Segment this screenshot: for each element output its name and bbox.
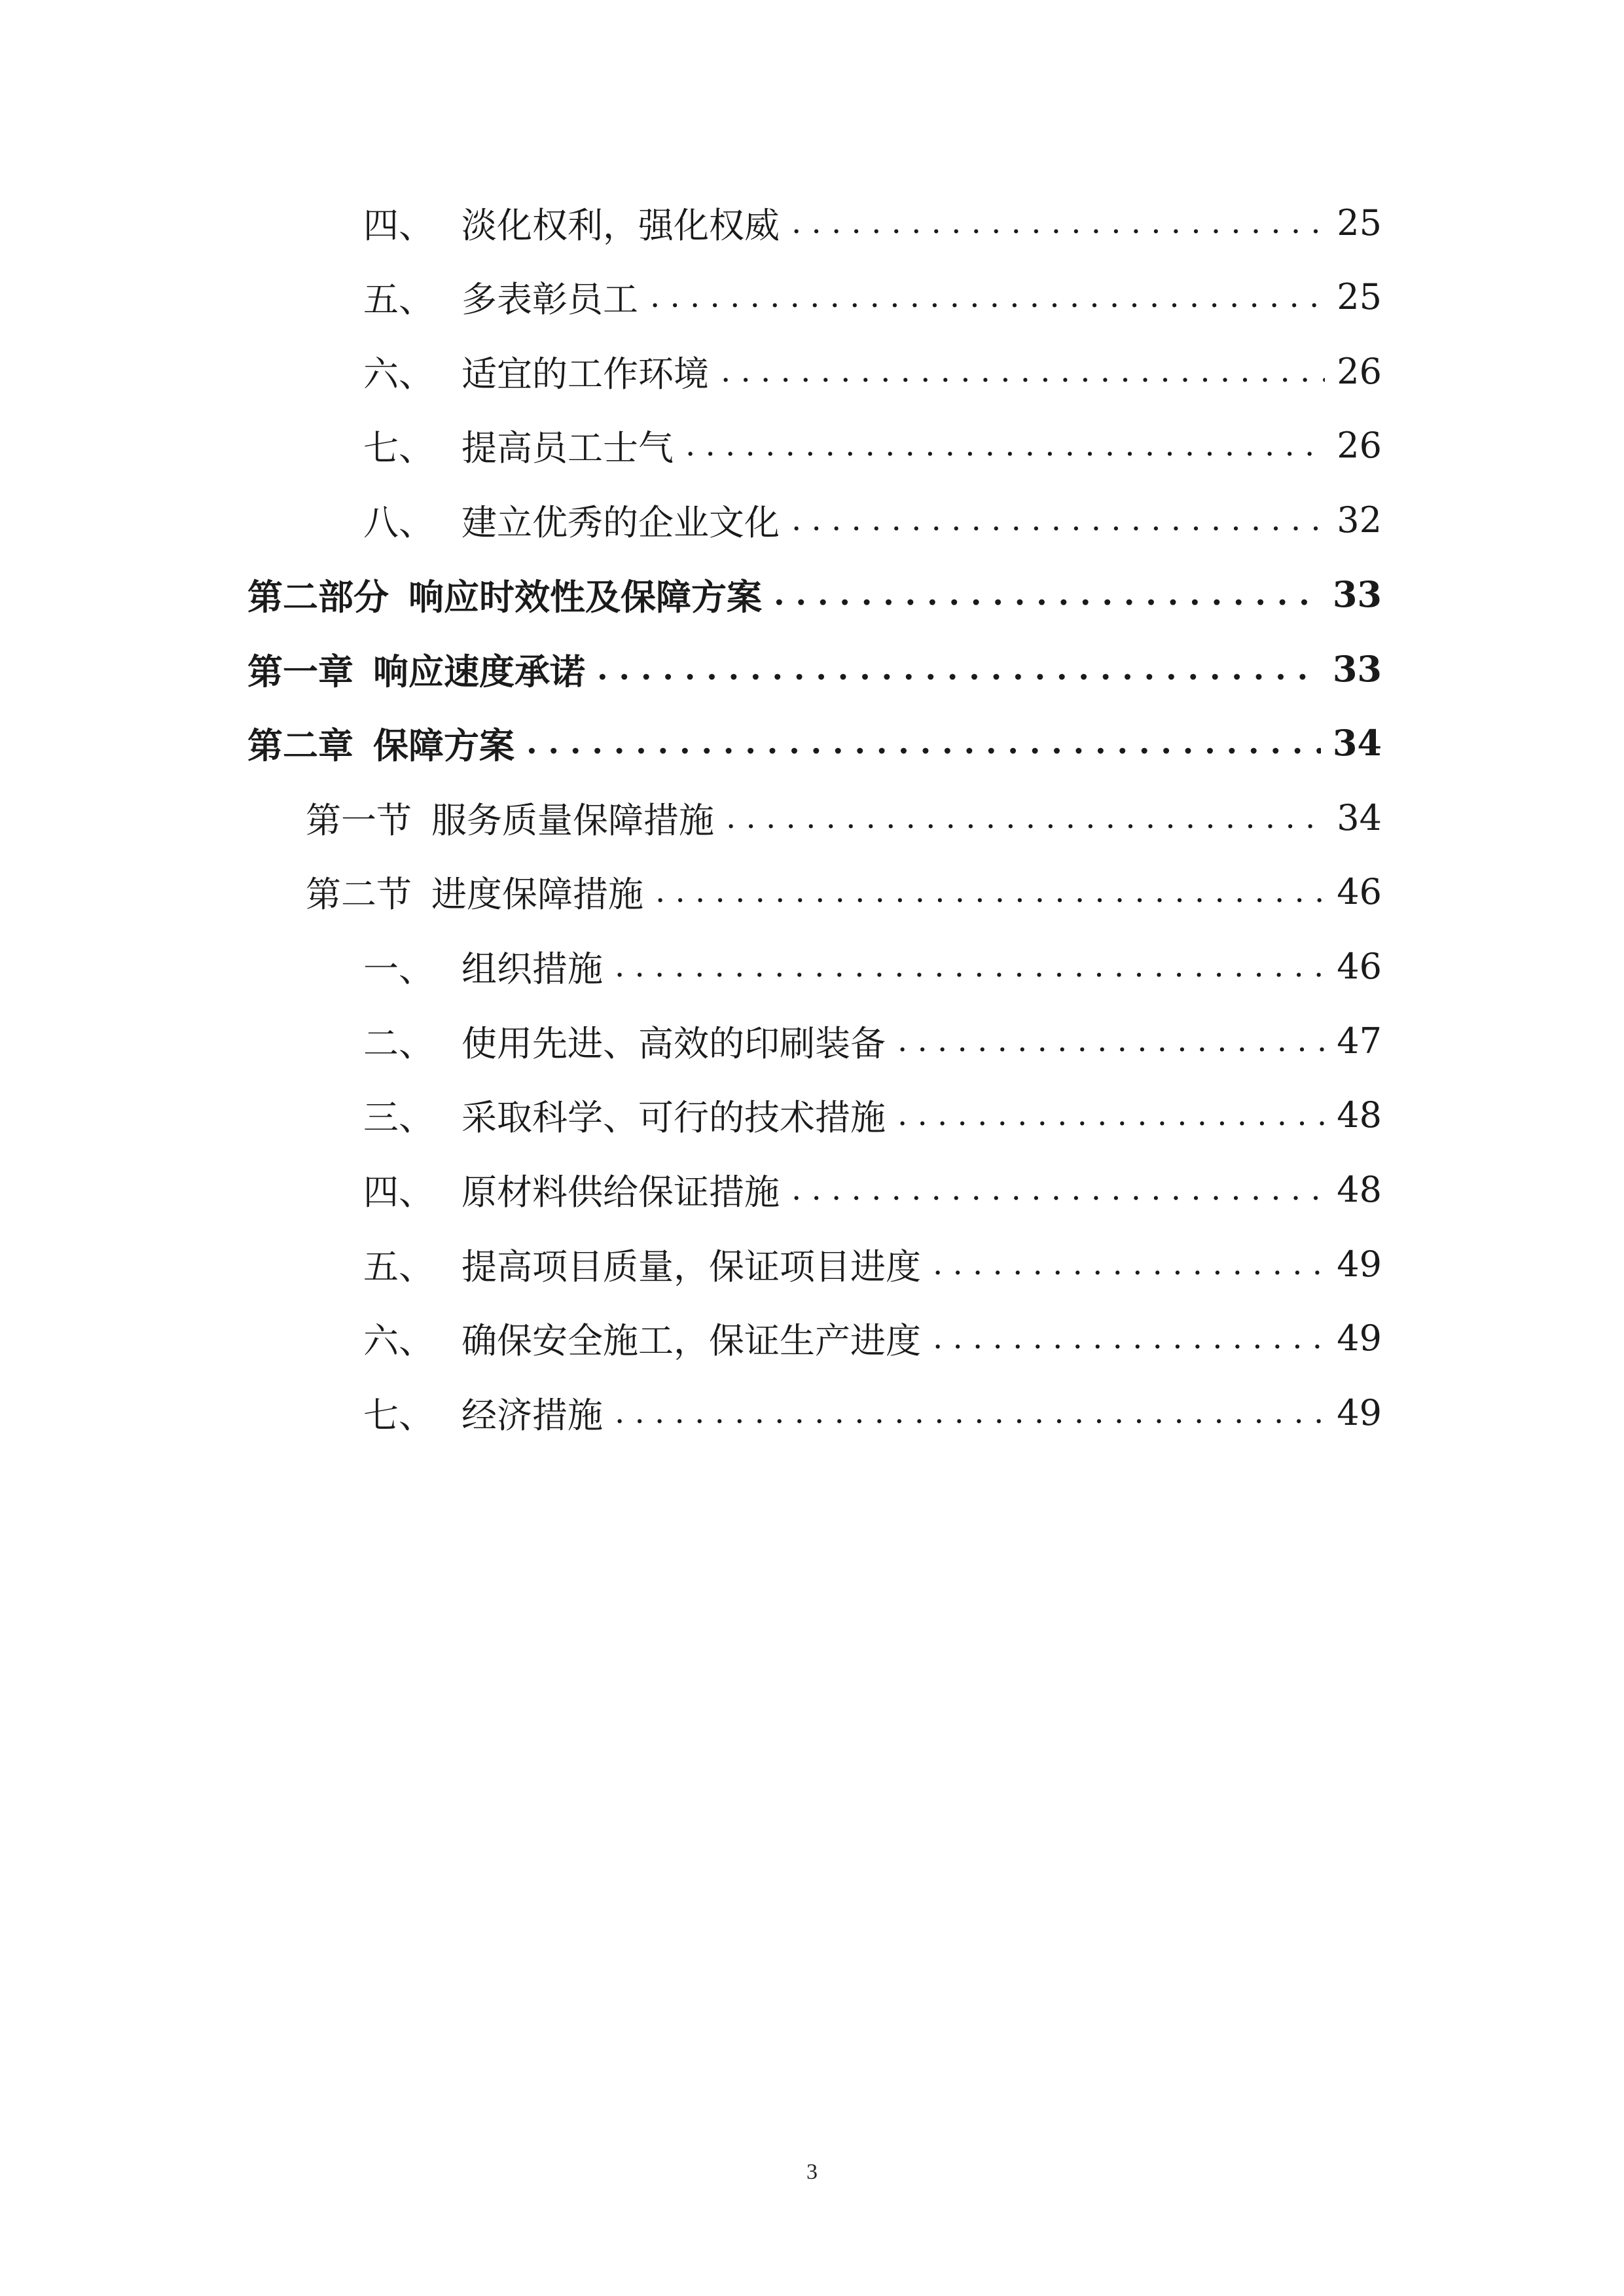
- toc-dot-leader: [685, 429, 1325, 461]
- toc-entry: [363, 940, 1382, 992]
- toc-entry-number: 六、: [363, 1319, 434, 1361]
- toc-entry: [363, 493, 1382, 546]
- toc-entry-number: 四、: [363, 1171, 434, 1213]
- toc-entry-title: 原材料供给保证措施: [461, 1171, 780, 1213]
- toc-entry-page: 33: [1332, 573, 1382, 615]
- toc-entry-title: 建立优秀的企业文化: [461, 501, 780, 543]
- toc-entry-page: 46: [1337, 945, 1382, 987]
- toc-entry-number: 二、: [363, 1022, 434, 1064]
- toc-dot-leader: [897, 1025, 1325, 1056]
- toc-entry: [363, 1386, 1382, 1439]
- toc-entry-title: 多表彰员工: [461, 278, 638, 320]
- toc-entry-title: 响应速度承诺: [373, 650, 585, 692]
- toc-entry-number: 一、: [363, 948, 434, 990]
- toc-entry: [363, 196, 1382, 249]
- toc-dot-leader: [615, 1397, 1325, 1428]
- toc-chapter-heading: [247, 717, 1382, 769]
- toc-entry-number: 七、: [363, 427, 434, 469]
- toc-entry-title: 采取科学、可行的技术措施: [461, 1096, 886, 1138]
- toc-entry: [363, 419, 1382, 471]
- toc-entry: [363, 345, 1382, 397]
- toc-entry-number: 三、: [363, 1096, 434, 1138]
- toc-entry-page: 47: [1337, 1020, 1382, 1062]
- toc-entry-page: 26: [1337, 424, 1382, 466]
- toc-entry: [363, 1238, 1382, 1290]
- toc-entry-title: 提高项目质量，保证项目进度: [461, 1246, 921, 1287]
- toc-dot-leader: [526, 727, 1321, 759]
- toc-entry-prefix: 第二部分: [247, 575, 389, 618]
- toc-entry-number: 四、: [363, 204, 434, 246]
- toc-dot-leader: [726, 802, 1325, 833]
- toc-dot-leader: [650, 281, 1325, 312]
- toc-entry-page: 33: [1332, 648, 1382, 690]
- toc-entry-page: 26: [1337, 350, 1382, 392]
- toc-entry-page: 48: [1337, 1168, 1382, 1210]
- toc-entry: [363, 1088, 1382, 1141]
- toc-entry-page: 48: [1337, 1094, 1382, 1136]
- toc-section-heading: [306, 865, 1382, 918]
- toc-entry-page: 25: [1337, 202, 1382, 243]
- toc-entry-page: 32: [1337, 499, 1382, 541]
- toc-dot-leader: [791, 1174, 1325, 1205]
- toc-entry-title: 提高员工士气: [461, 427, 674, 469]
- toc-entry-title: 组织措施: [461, 948, 603, 990]
- toc-entry-prefix: 第二章: [247, 724, 353, 766]
- toc-entry-number: 五、: [363, 278, 434, 320]
- toc-entry-title: 适宜的工作环境: [461, 353, 709, 395]
- toc-dot-leader: [791, 207, 1325, 238]
- toc-entry-page: 49: [1337, 1391, 1382, 1433]
- toc-entry-prefix: 第二节: [306, 873, 412, 915]
- toc-entry-page: 25: [1337, 276, 1382, 317]
- toc-dot-leader: [597, 653, 1321, 685]
- toc-entry-number: 五、: [363, 1246, 434, 1287]
- toc-dot-leader: [897, 1099, 1325, 1130]
- toc-entry-page: 49: [1337, 1317, 1382, 1359]
- toc-entry-number: 八、: [363, 501, 434, 543]
- toc-entry-page: 34: [1332, 722, 1382, 764]
- toc-entry-title: 确保安全施工，保证生产进度: [461, 1319, 921, 1361]
- toc-dot-leader: [933, 1322, 1325, 1354]
- toc-entry: [363, 270, 1382, 323]
- toc-dot-leader: [791, 504, 1325, 535]
- toc-entry-page: 34: [1337, 797, 1382, 838]
- page-number: 3: [806, 2160, 818, 2184]
- toc-section-heading: [306, 791, 1382, 844]
- toc-entry: [363, 1014, 1382, 1067]
- toc-entry-number: 六、: [363, 353, 434, 395]
- toc-entry-prefix: 第一节: [306, 799, 412, 841]
- toc-dot-leader: [615, 950, 1325, 982]
- toc-entry-title: 淡化权利，强化权威: [461, 204, 780, 246]
- toc-part-heading: [247, 568, 1382, 620]
- toc-entry-number: 七、: [363, 1394, 434, 1436]
- toc-entry-title: 使用先进、高效的印刷装备: [461, 1022, 886, 1064]
- toc-entry-page: 46: [1337, 870, 1382, 912]
- toc-entry-prefix: 第一章: [247, 650, 353, 692]
- toc-entry-title: 保障方案: [373, 724, 514, 766]
- toc-entry-title: 服务质量保障措施: [431, 799, 714, 841]
- toc-dot-leader: [774, 579, 1321, 610]
- toc-dot-leader: [933, 1248, 1325, 1280]
- toc-entry: [363, 1163, 1382, 1215]
- toc-entry-title: 经济措施: [461, 1394, 603, 1436]
- toc-dot-leader: [721, 355, 1325, 387]
- toc-entry-page: 49: [1337, 1243, 1382, 1285]
- toc-entry-title: 进度保障措施: [431, 873, 643, 915]
- toc-entry-title: 响应时效性及保障方案: [408, 575, 762, 618]
- toc-chapter-heading: [247, 643, 1382, 695]
- toc-entry: [363, 1312, 1382, 1364]
- toc-dot-leader: [655, 876, 1325, 907]
